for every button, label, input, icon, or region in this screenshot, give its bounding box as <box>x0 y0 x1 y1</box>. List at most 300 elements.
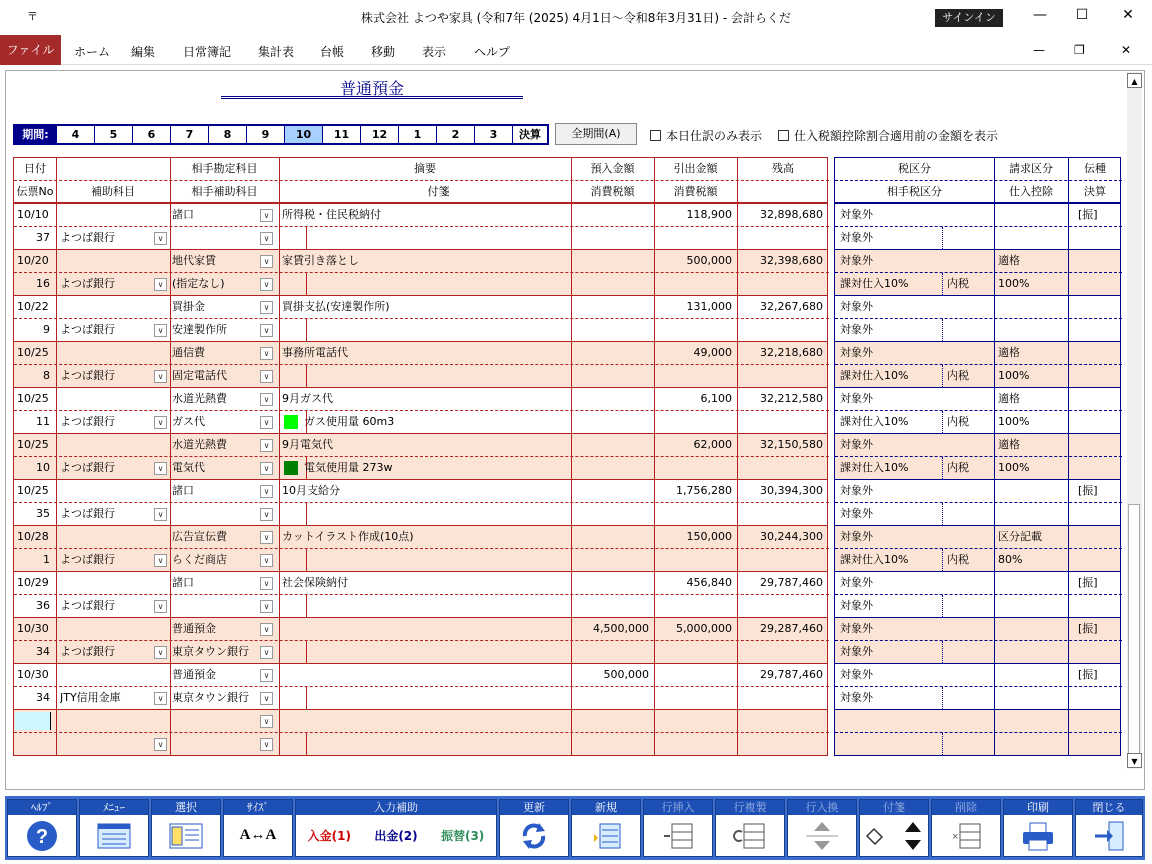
chevron-down-icon[interactable]: ∨ <box>154 416 167 429</box>
row-invoice[interactable] <box>998 296 1066 318</box>
row-date[interactable]: 10/30 <box>17 622 49 635</box>
row-withdraw[interactable]: 5,000,000 <box>676 622 732 635</box>
table-row[interactable] <box>14 295 827 341</box>
row-description[interactable]: 家賃引き落とし <box>282 254 359 267</box>
tax-row[interactable] <box>835 571 1120 617</box>
row-counter-account[interactable]: 買掛金 <box>172 300 205 313</box>
month-tab-10[interactable]: 10 <box>285 126 323 143</box>
row-date[interactable]: 10/30 <box>17 668 49 681</box>
row-partner-tax[interactable]: 対象外 <box>840 599 873 612</box>
row-voucher[interactable]: 36 <box>36 599 50 612</box>
row-voucher[interactable]: 34 <box>36 645 50 658</box>
row-counter-account[interactable]: 地代家賃 <box>172 254 216 267</box>
row-slip-type[interactable] <box>1078 434 1118 456</box>
chevron-down-icon[interactable]: ∨ <box>260 577 273 590</box>
row-counter-sub[interactable]: 固定電話代 <box>172 369 227 382</box>
row-tax-category[interactable]: 対象外 <box>840 622 873 635</box>
chevron-down-icon[interactable]: ∨ <box>260 692 273 705</box>
deposit-button[interactable]: 入金(1) <box>307 829 351 843</box>
row-sub-account[interactable]: よつば銀行 <box>60 553 115 566</box>
tax-row[interactable] <box>835 295 1120 341</box>
row-tax-category[interactable]: 対象外 <box>840 300 873 313</box>
refresh-button[interactable] <box>499 799 569 857</box>
close-form-button[interactable] <box>1075 799 1143 857</box>
row-description[interactable]: 9月ガス代 <box>282 392 333 405</box>
row-slip-type[interactable] <box>1078 296 1118 318</box>
menu-file[interactable]: ファイル <box>0 35 61 65</box>
input-assist-group <box>295 799 497 857</box>
header-deduction: 仕入控除 <box>1009 185 1053 198</box>
scroll-thumb[interactable] <box>1128 504 1140 754</box>
menu-view[interactable]: 表示 <box>422 45 447 59</box>
menu-move[interactable]: 移動 <box>371 45 396 59</box>
new-entry-input[interactable] <box>15 712 51 730</box>
row-partner-tax[interactable]: 課対仕入10% <box>840 553 909 566</box>
row-description[interactable]: カットイラスト作成(10点) <box>282 530 414 543</box>
row-date[interactable]: 10/25 <box>17 438 49 451</box>
row-counter-sub[interactable] <box>172 503 262 525</box>
chevron-down-icon[interactable]: ∨ <box>260 531 273 544</box>
table-row[interactable] <box>14 433 827 479</box>
table-row[interactable] <box>14 249 827 295</box>
row-partner-tax[interactable]: 課対仕入10% <box>840 461 909 474</box>
row-counter-account[interactable]: 広告宣伝費 <box>172 530 227 543</box>
row-sub-account[interactable]: よつば銀行 <box>60 323 115 336</box>
chevron-down-icon[interactable]: ∨ <box>154 508 167 521</box>
row-invoice[interactable]: 適格 <box>998 254 1020 267</box>
row-tag[interactable] <box>284 457 564 479</box>
row-sub-account[interactable]: JTY信用金庫 <box>60 691 121 704</box>
month-tab-settlement[interactable]: 決算 <box>519 128 541 141</box>
row-deduction[interactable] <box>998 641 1066 663</box>
chevron-down-icon[interactable]: ∨ <box>260 715 273 728</box>
help-button[interactable] <box>7 799 77 857</box>
chevron-down-icon[interactable]: ∨ <box>154 232 167 245</box>
row-tax-inclusion[interactable]: 内税 <box>947 461 969 474</box>
row-deposit[interactable] <box>573 480 649 502</box>
row-date[interactable]: 10/10 <box>17 208 49 221</box>
row-partner-tax[interactable]: 課対仕入10% <box>840 415 909 428</box>
row-partner-tax[interactable]: 対象外 <box>840 645 873 658</box>
transfer-button[interactable]: 振替(3) <box>440 829 485 843</box>
journal-tax-rows <box>834 203 1121 756</box>
chevron-down-icon[interactable]: ∨ <box>260 439 273 452</box>
chevron-down-icon[interactable]: ∨ <box>260 370 273 383</box>
row-tax-inclusion[interactable] <box>947 687 991 709</box>
row-withdraw[interactable]: 62,000 <box>693 438 732 451</box>
chevron-down-icon[interactable]: ∨ <box>154 738 167 751</box>
row-tax-inclusion[interactable] <box>947 641 991 663</box>
print-button[interactable] <box>1003 799 1073 857</box>
menu-edit[interactable]: 編集 <box>131 45 156 59</box>
row-counter-sub[interactable] <box>172 595 262 617</box>
menu-help[interactable]: ヘルプ <box>474 45 511 59</box>
chevron-down-icon[interactable]: ∨ <box>260 485 273 498</box>
period-selector <box>13 124 549 145</box>
vertical-scrollbar[interactable] <box>1127 72 1142 769</box>
row-slip-type[interactable] <box>1078 342 1118 364</box>
row-counter-sub[interactable]: 東京タウン銀行 <box>172 645 249 658</box>
row-sub-account[interactable]: よつば銀行 <box>60 461 115 474</box>
row-balance[interactable]: 30,394,300 <box>760 484 823 497</box>
withdraw-button[interactable]: 出金(2) <box>374 829 418 843</box>
chevron-down-icon[interactable]: ∨ <box>260 623 273 636</box>
tag-color-swatch[interactable] <box>284 461 298 475</box>
tax-row[interactable] <box>835 617 1120 663</box>
chevron-down-icon[interactable]: ∨ <box>260 600 273 613</box>
row-partner-tax[interactable]: 対象外 <box>840 507 873 520</box>
chevron-down-icon[interactable]: ∨ <box>260 255 273 268</box>
table-row[interactable] <box>14 525 827 571</box>
row-counter-sub[interactable]: (指定なし) <box>172 277 225 290</box>
signin-button[interactable]: サインイン <box>935 9 1003 27</box>
row-counter-account[interactable]: 水道光熱費 <box>172 438 227 451</box>
row-deduction[interactable] <box>998 595 1066 617</box>
row-counter-sub[interactable]: 安達製作所 <box>172 323 227 336</box>
menu-daily[interactable]: 日常簿記 <box>183 45 232 59</box>
row-deposit[interactable] <box>573 526 649 548</box>
chevron-down-icon[interactable]: ∨ <box>154 692 167 705</box>
print-label: 印刷 <box>1004 800 1072 815</box>
table-row[interactable] <box>14 203 827 249</box>
month-tab-4[interactable]: 4 <box>57 126 95 143</box>
row-description[interactable]: 買掛支払(安達製作所) <box>282 300 390 313</box>
tax-row[interactable] <box>835 433 1120 479</box>
close-button[interactable]: ✕ <box>1122 7 1134 23</box>
row-sub-account[interactable]: よつば銀行 <box>60 599 115 612</box>
row-voucher[interactable]: 8 <box>43 369 50 382</box>
row-voucher[interactable]: 10 <box>36 461 50 474</box>
chevron-down-icon[interactable]: ∨ <box>154 600 167 613</box>
row-balance[interactable]: 32,398,680 <box>760 254 823 267</box>
row-deposit[interactable] <box>573 296 649 318</box>
chevron-down-icon[interactable]: ∨ <box>154 324 167 337</box>
chevron-down-icon[interactable]: ∨ <box>260 462 273 475</box>
tax-row[interactable] <box>835 249 1120 295</box>
tax-row[interactable] <box>835 203 1120 249</box>
row-tax-category[interactable]: 対象外 <box>840 576 873 589</box>
row-counter-account[interactable]: 諸口 <box>172 484 194 497</box>
row-deposit[interactable]: 500,000 <box>603 668 649 681</box>
chevron-down-icon[interactable]: ∨ <box>260 301 273 314</box>
row-balance[interactable]: 32,898,680 <box>760 208 823 221</box>
row-invoice[interactable] <box>998 618 1066 640</box>
row-deposit[interactable] <box>573 342 649 364</box>
month-tab-12[interactable]: 12 <box>361 126 399 143</box>
row-counter-sub[interactable]: 東京タウン銀行 <box>172 691 249 704</box>
row-balance[interactable]: 32,218,680 <box>760 346 823 359</box>
maximize-button[interactable]: ☐ <box>1075 7 1089 23</box>
row-invoice[interactable]: 適格 <box>998 392 1020 405</box>
row-invoice[interactable]: 区分記載 <box>998 530 1042 543</box>
close-form-label: 閉じる <box>1076 800 1142 815</box>
row-partner-tax[interactable]: 対象外 <box>840 323 873 336</box>
menu-button[interactable] <box>79 799 149 857</box>
row-date[interactable]: 10/25 <box>17 346 49 359</box>
row-sub-account[interactable]: よつば銀行 <box>60 277 115 290</box>
month-tab-7[interactable]: 7 <box>171 126 209 143</box>
header-slip-type: 伝種 <box>1084 162 1106 175</box>
row-voucher[interactable]: 37 <box>36 231 50 244</box>
menu-ledger[interactable]: 台帳 <box>320 45 345 59</box>
row-tax-category[interactable]: 対象外 <box>840 530 873 543</box>
title-bar <box>0 0 1152 34</box>
chevron-down-icon[interactable]: ∨ <box>154 646 167 659</box>
row-balance[interactable]: 29,787,460 <box>760 576 823 589</box>
row-counter-account[interactable]: 普通預金 <box>172 668 216 681</box>
row-balance[interactable]: 32,150,580 <box>760 438 823 451</box>
row-invoice[interactable] <box>998 664 1066 686</box>
row-deduction[interactable]: 100% <box>998 461 1030 474</box>
tag-color-swatch[interactable] <box>284 415 298 429</box>
row-deduction[interactable]: 80% <box>998 553 1023 566</box>
table-row[interactable] <box>14 341 827 387</box>
row-deduction[interactable] <box>998 687 1066 709</box>
row-invoice[interactable] <box>998 204 1066 226</box>
row-deduction[interactable] <box>998 227 1066 249</box>
chevron-down-icon[interactable]: ∨ <box>260 646 273 659</box>
chevron-down-icon[interactable]: ∨ <box>260 416 273 429</box>
row-description[interactable]: 9月電気代 <box>282 438 333 451</box>
row-tax-category[interactable]: 対象外 <box>840 208 873 221</box>
row-sub-account[interactable]: よつば銀行 <box>60 415 115 428</box>
row-date[interactable]: 10/22 <box>17 300 49 313</box>
row-counter-sub[interactable] <box>172 227 262 249</box>
row-counter-account[interactable]: 諸口 <box>172 208 194 221</box>
chevron-down-icon[interactable]: ∨ <box>260 393 273 406</box>
row-slip-type[interactable] <box>1078 250 1118 272</box>
row-tax-inclusion[interactable]: 内税 <box>947 415 969 428</box>
tag-button[interactable] <box>859 799 929 857</box>
row-description[interactable]: 社会保険納付 <box>282 576 348 589</box>
row-balance[interactable]: 32,212,580 <box>760 392 823 405</box>
table-row[interactable] <box>14 387 827 433</box>
row-date[interactable]: 10/29 <box>17 576 49 589</box>
today-only-checkbox[interactable] <box>650 127 762 144</box>
row-date[interactable]: 10/25 <box>17 484 49 497</box>
all-period-button[interactable]: 全期間(A) <box>555 123 637 145</box>
row-date[interactable]: 10/25 <box>17 392 49 405</box>
chevron-down-icon[interactable]: ∨ <box>260 278 273 291</box>
insert-row-button[interactable] <box>643 799 713 857</box>
tag-icon <box>864 826 884 846</box>
chevron-down-icon[interactable]: ∨ <box>260 324 273 337</box>
new-button[interactable] <box>571 799 641 857</box>
tax-row[interactable] <box>835 525 1120 571</box>
chevron-down-icon[interactable]: ∨ <box>154 370 167 383</box>
row-counter-sub[interactable]: 電気代 <box>172 461 205 474</box>
row-voucher[interactable]: 9 <box>43 323 50 336</box>
row-tax-inclusion[interactable]: 内税 <box>947 277 969 290</box>
row-sub-account[interactable]: よつば銀行 <box>60 231 115 244</box>
row-withdraw[interactable]: 500,000 <box>686 254 732 267</box>
row-deduction[interactable]: 100% <box>998 369 1030 382</box>
chevron-down-icon[interactable]: ∨ <box>260 738 273 751</box>
row-voucher[interactable]: 34 <box>36 691 50 704</box>
menu-home[interactable]: ホーム <box>74 45 111 59</box>
table-row[interactable] <box>14 663 827 709</box>
row-tax-inclusion[interactable] <box>947 503 991 525</box>
refresh-icon <box>517 819 551 853</box>
row-description[interactable]: 10月支給分 <box>282 484 340 497</box>
tax-row[interactable] <box>835 479 1120 525</box>
ribbon-minimize-icon[interactable]: — <box>1033 43 1045 57</box>
scroll-up-icon[interactable]: ▲ <box>1127 73 1142 88</box>
row-voucher[interactable]: 1 <box>43 553 50 566</box>
chevron-down-icon[interactable]: ∨ <box>154 462 167 475</box>
row-counter-account[interactable]: 普通預金 <box>172 622 216 635</box>
row-partner-tax[interactable]: 対象外 <box>840 231 873 244</box>
row-sub-account[interactable]: よつば銀行 <box>60 645 115 658</box>
chevron-down-icon[interactable]: ∨ <box>260 209 273 222</box>
duplicate-row-label: 行複製 <box>716 800 784 815</box>
row-tax-inclusion[interactable] <box>947 227 991 249</box>
row-tax-inclusion[interactable] <box>947 595 991 617</box>
row-tax-category[interactable]: 対象外 <box>840 668 873 681</box>
duplicate-row-button[interactable] <box>715 799 785 857</box>
size-button[interactable] <box>223 799 293 857</box>
row-description[interactable]: 事務所電話代 <box>282 346 348 359</box>
table-row[interactable] <box>14 571 827 617</box>
quick-access-icon[interactable]: 〒 <box>27 10 38 23</box>
row-description[interactable] <box>282 618 567 640</box>
row-tax-inclusion[interactable]: 内税 <box>947 553 969 566</box>
insert-row-label: 行挿入 <box>644 800 712 815</box>
ribbon-restore-icon[interactable]: ❐ <box>1074 43 1085 57</box>
header-counter-sub: 相手補助科目 <box>191 185 258 198</box>
row-balance[interactable]: 29,287,460 <box>760 622 823 635</box>
month-tab-11[interactable]: 11 <box>323 126 361 143</box>
row-deposit[interactable] <box>573 204 649 226</box>
row-deposit[interactable]: 4,500,000 <box>593 622 649 635</box>
row-deposit[interactable] <box>573 250 649 272</box>
chevron-down-icon[interactable]: ∨ <box>260 669 273 682</box>
row-withdraw[interactable]: 456,840 <box>686 576 732 589</box>
row-invoice[interactable] <box>998 480 1066 502</box>
menu-summary[interactable]: 集計表 <box>258 45 295 59</box>
tax-row[interactable] <box>835 663 1120 709</box>
row-deduction[interactable] <box>998 503 1066 525</box>
month-tab-2[interactable]: 2 <box>437 126 475 143</box>
row-description[interactable] <box>282 664 567 686</box>
row-voucher[interactable]: 11 <box>36 415 50 428</box>
row-deduction[interactable]: 100% <box>998 277 1030 290</box>
row-withdraw[interactable]: 6,100 <box>700 392 732 405</box>
row-tax-category[interactable]: 対象外 <box>840 438 873 451</box>
row-tax-category[interactable]: 対象外 <box>840 254 873 267</box>
row-counter-sub[interactable]: ガス代 <box>172 415 205 428</box>
month-tab-5[interactable]: 5 <box>95 126 133 143</box>
row-tax-inclusion[interactable]: 内税 <box>947 369 969 382</box>
row-deposit[interactable] <box>573 434 649 456</box>
row-date[interactable]: 10/28 <box>17 530 49 543</box>
row-withdraw[interactable] <box>656 664 732 686</box>
row-deposit[interactable] <box>573 572 649 594</box>
row-balance[interactable]: 30,244,300 <box>760 530 823 543</box>
row-description[interactable]: 所得税・住民税納付 <box>282 208 381 221</box>
chevron-down-icon[interactable]: ∨ <box>260 232 273 245</box>
tax-row[interactable] <box>835 387 1120 433</box>
row-sub-account[interactable]: よつば銀行 <box>60 507 115 520</box>
row-tax-category[interactable]: 対象外 <box>840 346 873 359</box>
header-settlement: 決算 <box>1084 185 1106 198</box>
chevron-down-icon[interactable]: ∨ <box>154 278 167 291</box>
header-tax2: 消費税額 <box>673 185 718 198</box>
row-voucher[interactable]: 16 <box>36 277 50 290</box>
row-tax-category[interactable]: 対象外 <box>840 484 873 497</box>
row-date[interactable]: 10/20 <box>17 254 49 267</box>
checkbox-box[interactable] <box>650 130 661 141</box>
month-tab-8[interactable]: 8 <box>209 126 247 143</box>
row-slip-type[interactable]: [振] <box>1078 622 1098 635</box>
row-counter-account[interactable]: 通信費 <box>172 346 205 359</box>
row-withdraw[interactable]: 131,000 <box>686 300 732 313</box>
row-sub-account[interactable]: よつば銀行 <box>60 369 115 382</box>
select-button[interactable] <box>151 799 221 857</box>
chevron-down-icon[interactable]: ∨ <box>260 554 273 567</box>
table-row[interactable] <box>14 479 827 525</box>
row-invoice[interactable] <box>998 572 1066 594</box>
row-withdraw[interactable]: 118,900 <box>686 208 732 221</box>
table-row[interactable] <box>14 617 827 663</box>
row-deposit[interactable] <box>573 388 649 410</box>
row-slip-type[interactable]: [振] <box>1078 208 1098 221</box>
row-partner-tax[interactable]: 課対仕入10% <box>840 369 909 382</box>
row-balance[interactable]: 32,267,680 <box>760 300 823 313</box>
row-tax-inclusion[interactable] <box>947 319 991 341</box>
table-row[interactable] <box>14 709 827 755</box>
chevron-down-icon[interactable]: ∨ <box>154 554 167 567</box>
month-tab-9[interactable]: 9 <box>247 126 285 143</box>
row-tag[interactable] <box>284 411 564 433</box>
checkbox-box[interactable] <box>778 130 789 141</box>
row-invoice[interactable]: 適格 <box>998 346 1020 359</box>
tax-row[interactable] <box>835 341 1120 387</box>
delete-button[interactable] <box>931 799 1001 857</box>
scroll-down-icon[interactable]: ▼ <box>1127 753 1142 768</box>
row-withdraw[interactable]: 1,756,280 <box>676 484 732 497</box>
minimize-button[interactable]: — <box>1033 7 1047 23</box>
ribbon-close-icon[interactable]: ✕ <box>1121 43 1132 57</box>
row-withdraw[interactable]: 150,000 <box>686 530 732 543</box>
row-slip-type[interactable]: [振] <box>1078 668 1098 681</box>
row-counter-account[interactable]: 諸口 <box>172 576 194 589</box>
row-balance[interactable]: 29,787,460 <box>760 668 823 681</box>
pre-deduction-checkbox[interactable] <box>778 127 998 144</box>
chevron-down-icon[interactable]: ∨ <box>260 347 273 360</box>
row-counter-sub[interactable]: らくだ商店 <box>172 553 227 566</box>
row-slip-type[interactable]: [振] <box>1078 484 1098 497</box>
month-tab-3[interactable]: 3 <box>475 126 513 143</box>
row-partner-tax[interactable]: 対象外 <box>840 691 873 704</box>
month-tab-6[interactable]: 6 <box>133 126 171 143</box>
chevron-down-icon[interactable]: ∨ <box>260 508 273 521</box>
row-counter-account[interactable]: 水道光熱費 <box>172 392 227 405</box>
row-slip-type[interactable]: [振] <box>1078 576 1098 589</box>
row-deduction[interactable]: 100% <box>998 415 1030 428</box>
row-slip-type[interactable] <box>1078 388 1118 410</box>
row-withdraw[interactable]: 49,000 <box>693 346 732 359</box>
month-tab-1[interactable]: 1 <box>399 126 437 143</box>
row-partner-tax[interactable]: 課対仕入10% <box>840 277 909 290</box>
row-voucher[interactable]: 35 <box>36 507 50 520</box>
row-invoice[interactable]: 適格 <box>998 438 1020 451</box>
tax-row[interactable] <box>835 709 1120 755</box>
row-slip-type[interactable] <box>1078 526 1118 548</box>
row-deduction[interactable] <box>998 319 1066 341</box>
swap-row-button[interactable] <box>787 799 857 857</box>
row-tax-category[interactable]: 対象外 <box>840 392 873 405</box>
